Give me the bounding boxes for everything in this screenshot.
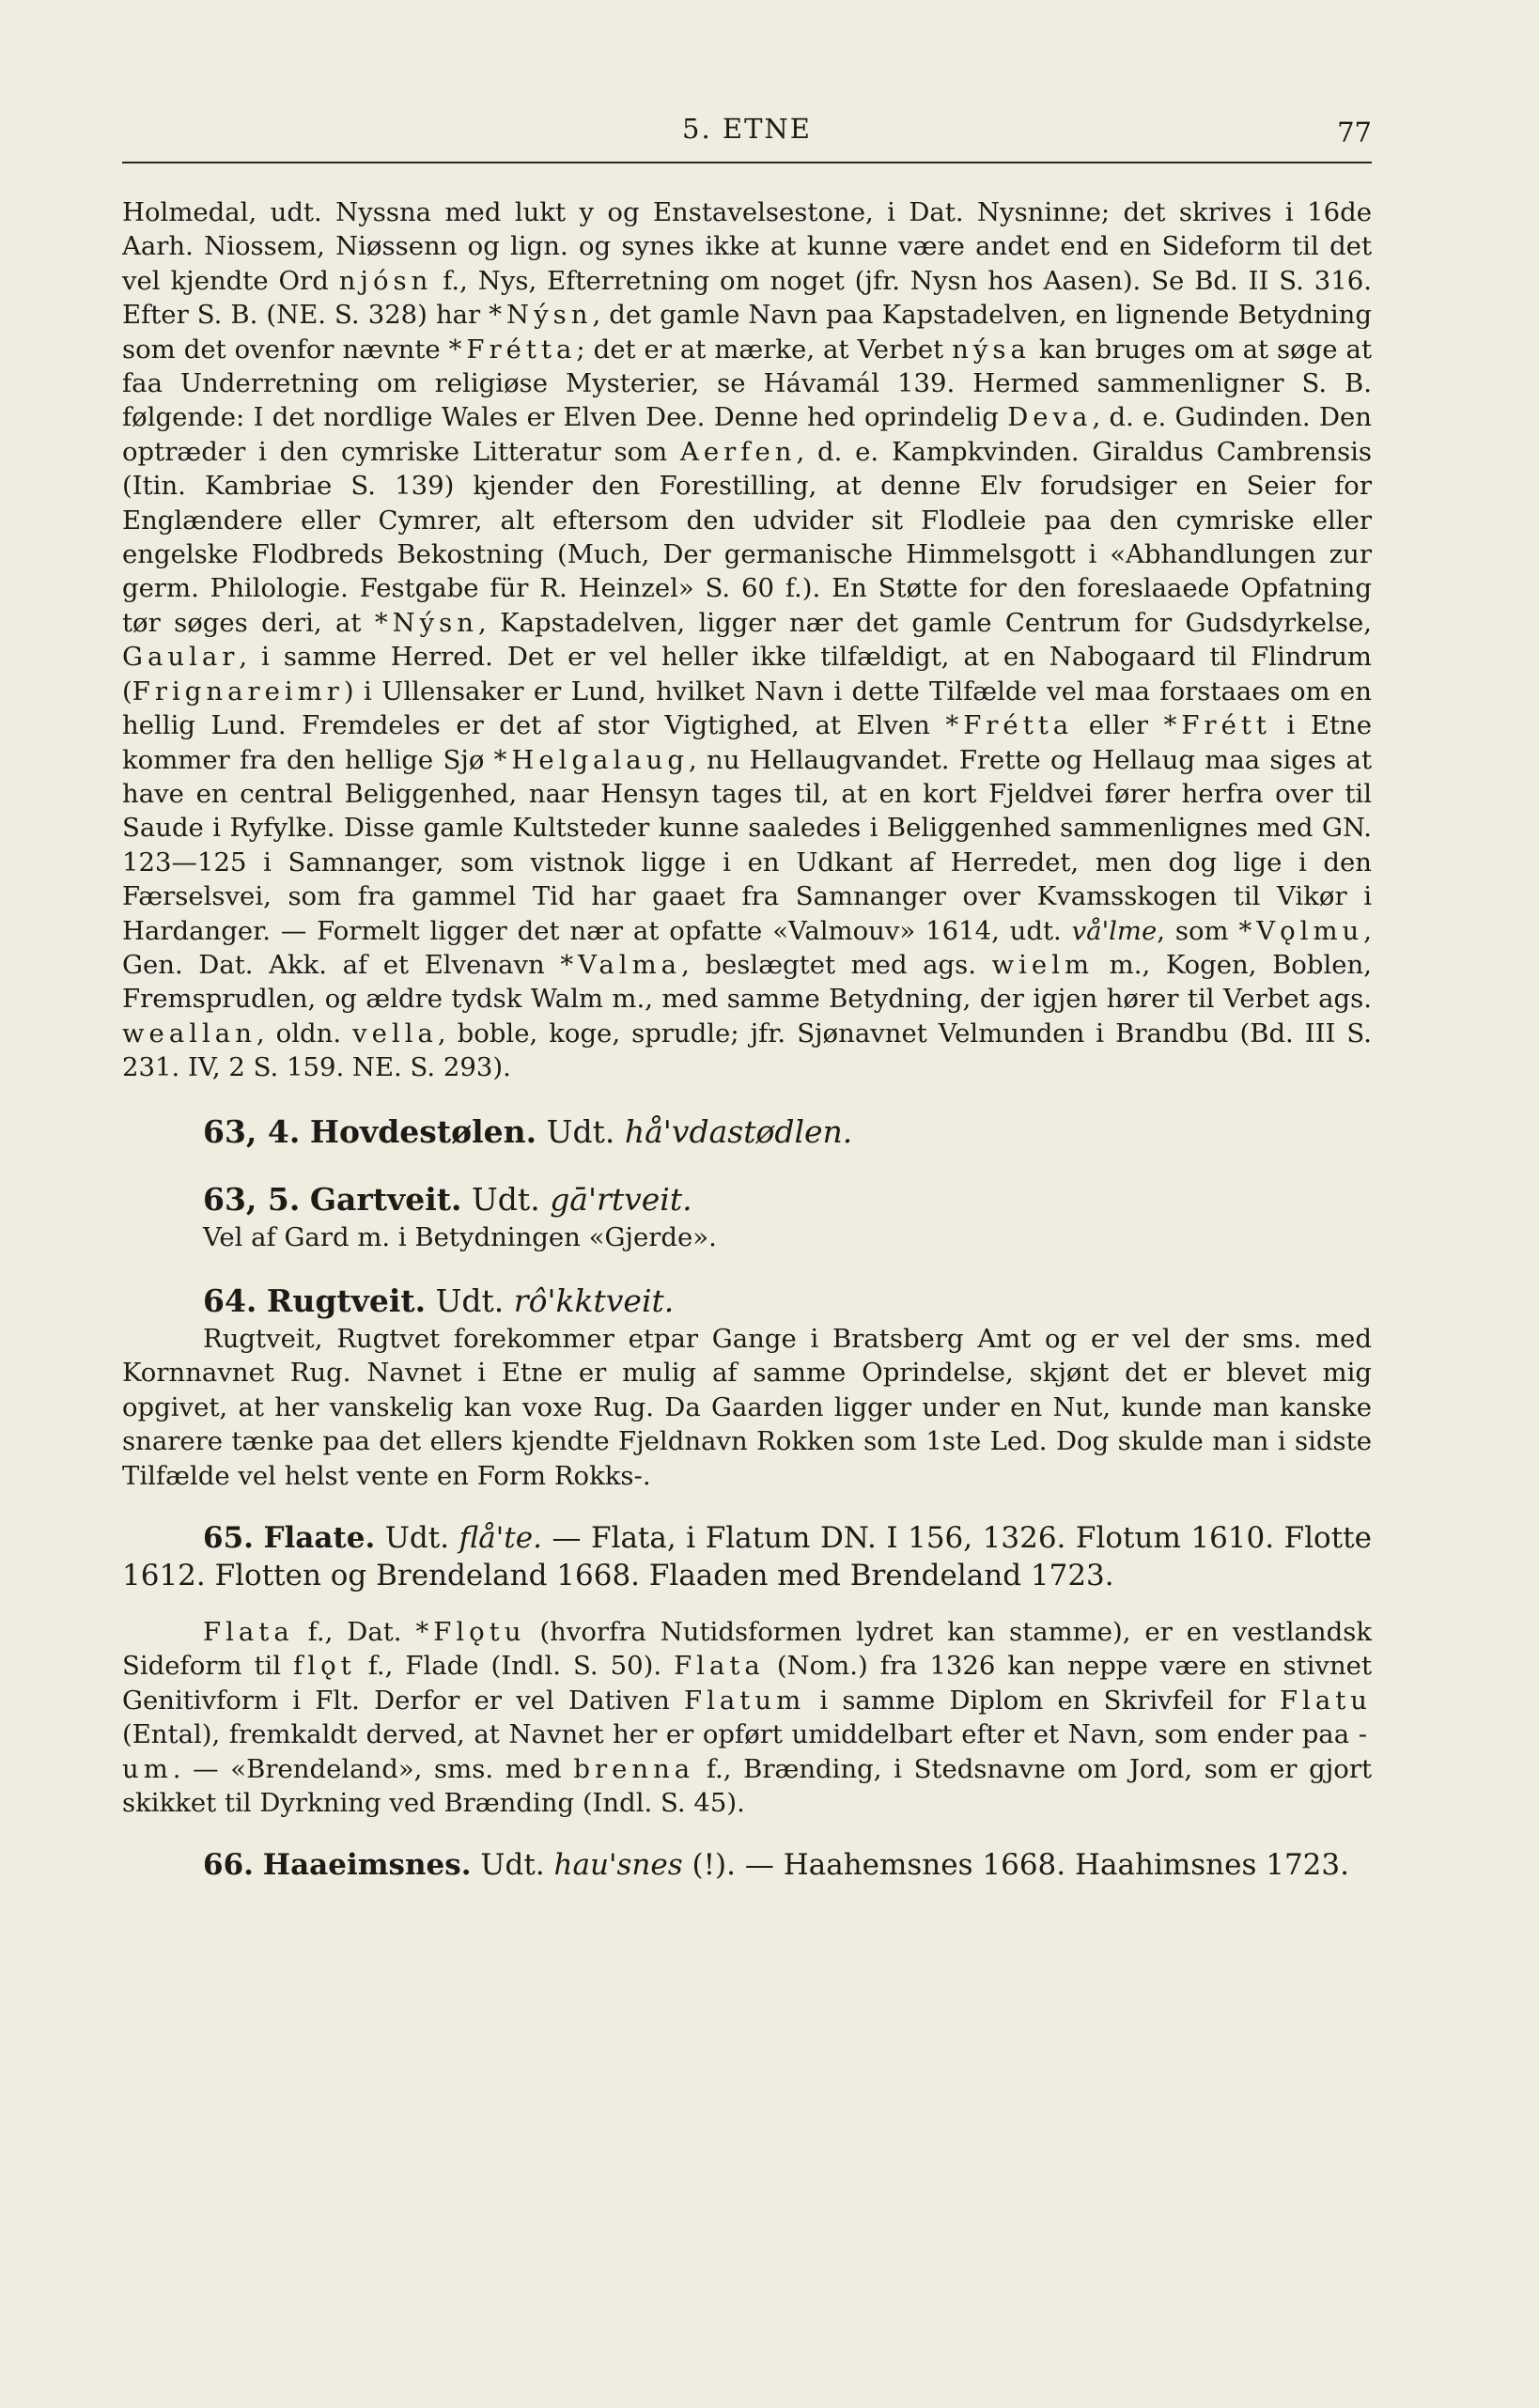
- entry-66: 66. Haaeimsnes. Udt. hau'snes (!). — Haahemsnes 1668. Haahimsnes 1723.: [203, 1848, 1349, 1883]
- entry-63-5-text: Vel af Gard m. i Betydningen «Gjerde».: [203, 1221, 717, 1252]
- entry-65-text: Flata f., Dat. *Flǫtu (hvorfra Nutidsformen lydret kan stamme), er en vestlandsk Sideform til flǫt f., Flade (Indl. S. 50). Flata (Nom.) fra 1326 kan neppe være en stivnet Genitivform i Flt. Derfor er vel Dativen Flatum i samme Diplom en Skrivfeil for Flatu (Ental), fremkaldt derved, at Navnet her er opført umiddelbart efter et Navn, som ender paa -um. — «Brendeland», sms. med brenna f., Brænding, i Stedsnavne om Jord, som er gjort skikket til Dyrkning ved Brænding (Indl. S. 45).: [122, 1617, 1373, 1819]
- paragraph-holmedal: Holmedal, udt. Nyssna med lukt y og Enstavelsestone, i Dat. Nysninne; det skrives i 16de Aarh. Niossem, Niøssenn og lign. og synes ikke at kunne være andet end en Sideform til det vel kjendte Ord njósn f., Nys, Efterretning om noget (jfr. Nysn hos Aasen). Se Bd. II S. 316. Efter S. B. (NE. S. 328) har *Nýsn, det gamle Navn paa Kapstadelven, en lignende Betydning som det ovenfor nævnte *Frétta; det er at mærke, at Verbet nýsa kan bruges om at søge at faa Underretning om religiøse Mysterier, se Hávamál 139. Hermed sammenligner S. B. følgende: I det nordlige Wales er Elven Dee. Denne hed oprindelig Deva, d. e. Gudinden. Den optræder i den cymriske Litteratur som Aerfen, d. e. Kampkvinden. Giraldus Cambrensis (Itin. Kambriae S. 139) kjender den Forestilling, at denne Elv forudsiger en Seier for Englændere eller Cymrer, alt eftersom den udvider sit Flodleie paa den cymriske eller engelske Flodbreds Bekostning (Much, Der germanische Himmelsgott i «Abhandlungen zur germ. Philologie. Festgabe für R. Heinzel» S. 60 f.). En Støtte for den foreslaaede Opfatning tør søges deri, at *Nýsn, Kapstadelven, ligger nær det gamle Centrum for Gudsdyrkelse, Gaular, i samme Herred. Det er vel heller ikke tilfældigt, at en Nabogaard til Flindrum (Frignareimr) i Ullensaker er Lund, hvilket Navn i dette Tilfælde vel maa forstaaes om en hellig Lund. Fremdeles er det af stor Vigtighed, at Elven *Frétta eller *Frétt i Etne kommer fra den hellige Sjø *Helgalaug, nu Hellaugvandet. Frette og Hellaug maa siges at have en central Beliggenhed, naar Hensyn tages til, at en kort Fjeldvei fører herfra over til Saude i Ryfylke. Disse gamle Kultsteder kunne saaledes i Beliggenhed sammenlignes med GN. 123—125 i Samnanger, som vistnok ligge i en Udkant af Herredet, men dog lige i den Færselsvei, som fra gammel Tid har gaaet fra Samnanger over Kvamsskogen til Vikør i Hardanger. — Formelt ligger det nær at opfatte «Valmouv» 1614, udt. vå'lme, som *Vǫlmu, Gen. Dat. Akk. af et Elvenavn *Valma, beslægtet med ags. wielm m., Kogen, Boblen, Fremsprudlen, og ældre tydsk Walm m., med samme Betydning, der igjen hører til Verbet ags. weallan, oldn. vella, boble, koge, sprudle; jfr. Sjønavnet Velmunden i Brandbu (Bd. III S. 231. IV, 2 S. 159. NE. S. 293).: [122, 197, 1373, 1083]
- page: [122, 103, 1372, 1884]
- entry-64: 64. Rugtveit. Udt. rô'kktveit.: [203, 1282, 675, 1319]
- entry-63-5: 63, 5. Gartveit. Udt. gā'rtveit.: [203, 1180, 692, 1218]
- running-header: [122, 103, 1372, 160]
- header-rule: [122, 162, 1372, 163]
- chapter-title: 5. ETNE: [682, 113, 812, 145]
- entry-63-4: 63, 4. Hovdestølen. Udt. hå'vdastødlen.: [203, 1112, 853, 1150]
- entry-64-text: Rugtveit, Rugtvet forekommer etpar Gange i Bratsberg Amt og er vel der sms. med Kornnavnet Rug. Navnet i Etne er mulig af samme Oprindelse, skjønt det er blevet mig opgivet, at her vanskelig kan voxe Rug. Da Gaarden ligger under en Nut, kunde man kanske snarere tænke paa det ellers kjendte Fjeldnavn Rokken som 1ste Led. Dog skulde man i sidste Tilfælde vel helst vente en Form Rokks-.: [122, 1323, 1372, 1491]
- entry-65: 65. Flaate. Udt. flå'te. — Flata, i Flatum DN. I 156, 1326. Flotum 1610. Flotte 1612. Flotten og Brendeland 1668. Flaaden med Brendeland 1723.: [122, 1521, 1372, 1592]
- page-number: 77: [1337, 117, 1372, 148]
